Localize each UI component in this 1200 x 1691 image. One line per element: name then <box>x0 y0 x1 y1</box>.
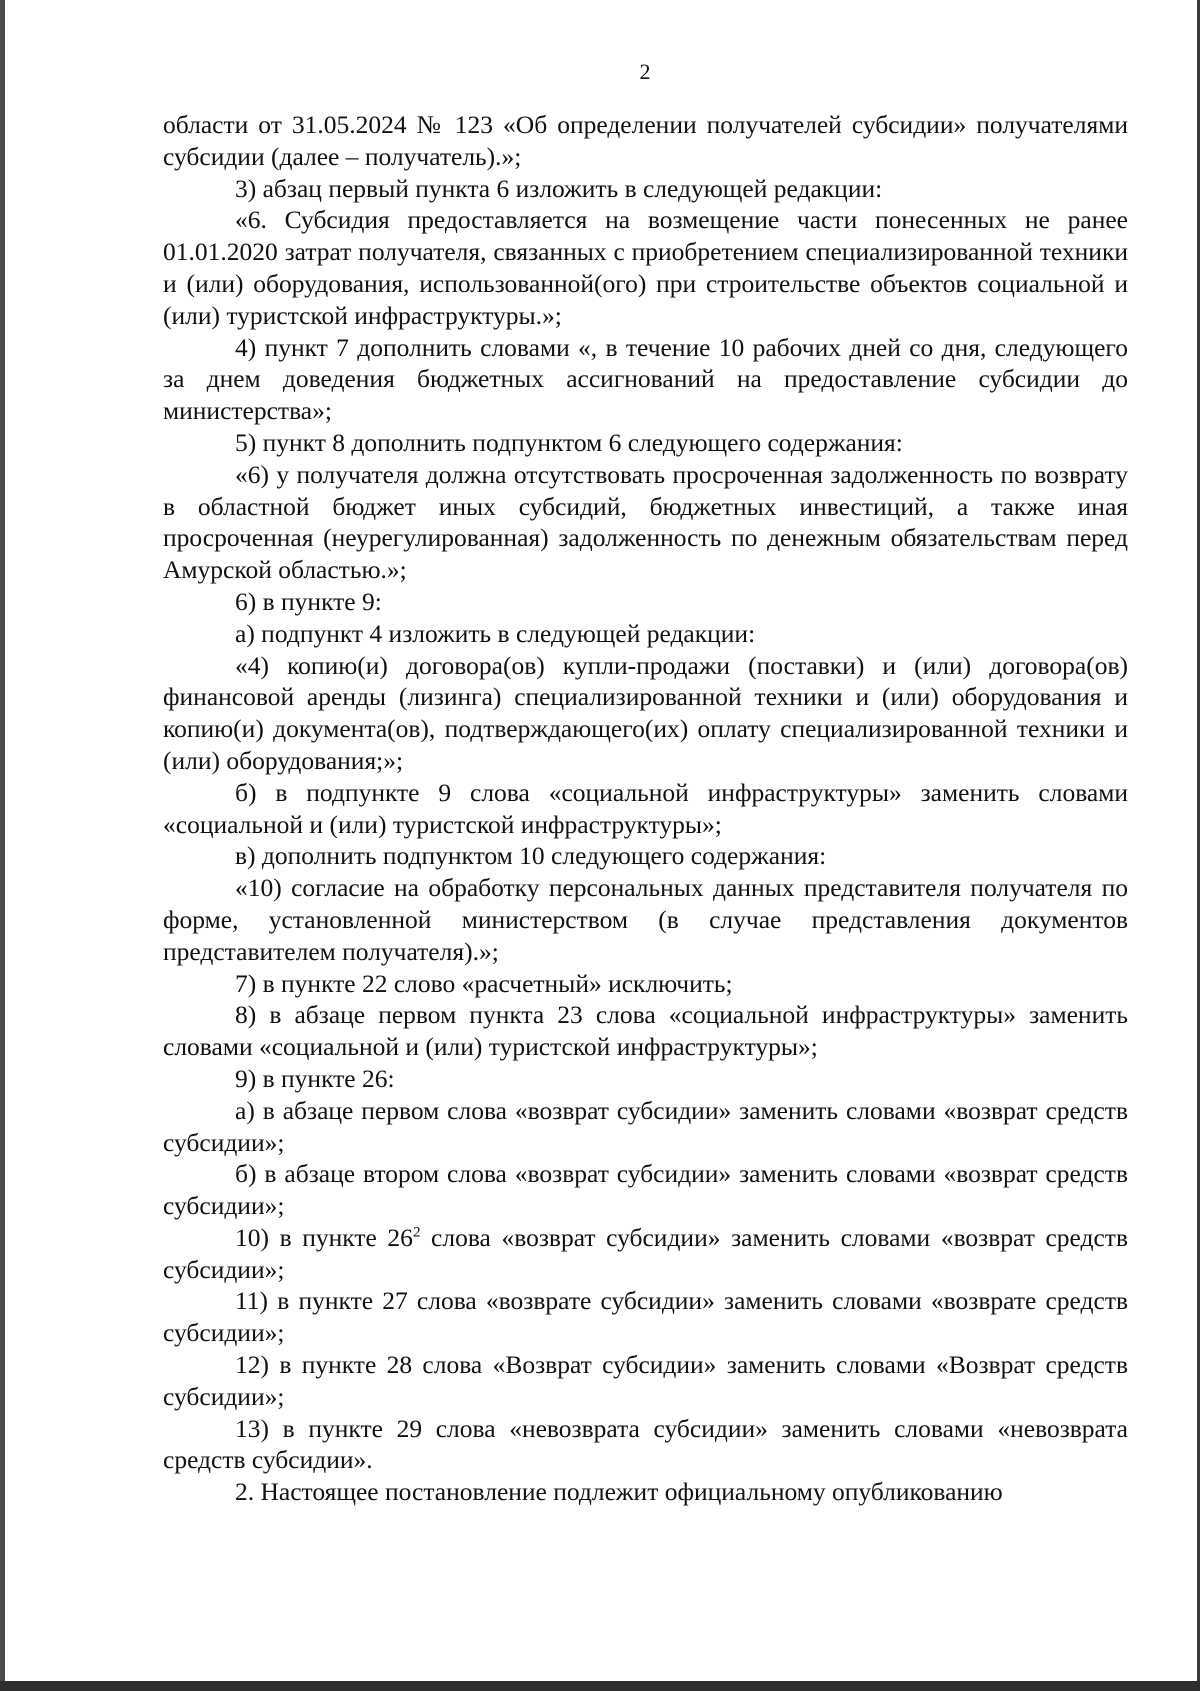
paragraph: 13) в пункте 29 слова «невозврата субсидии» заменить словами «невозврата средств субсидии». <box>163 1413 1128 1475</box>
paragraph: а) в абзаце первом слова «возврат субсидии» заменить словами «возврат средств субсидии»; <box>163 1095 1128 1157</box>
paragraph: 5) пункт 8 дополнить подпунктом 6 следующего содержания: <box>235 427 903 457</box>
page-number: 2 <box>639 59 651 84</box>
paragraph: а) подпункт 4 изложить в следующей редакции: <box>235 618 756 648</box>
paragraph <box>163 1222 1128 1286</box>
paragraph: «6) у получателя должна отсутствовать просроченная задолженность по возврату в областной бюджет иных субсидий, бюджетных инвестиций, а также иная просроченная (неурегулированная) задолженность по денежным обязательствам перед Амурской областью.»; <box>163 459 1128 585</box>
paragraph: «6. Субсидия предоставляется на возмещение части понесенных не ранее 01.01.2020 затрат получателя, связанных с приобретением специализированной техники и (или) оборудования, использованной(ого) при строительстве объектов социальной и (или) туристской инфраструктуры.»; <box>163 205 1128 330</box>
paragraph: 12) в пункте 28 слова «Возврат субсидии» заменить словами «Возврат средств субсидии»; <box>163 1350 1128 1411</box>
paragraph: 8) в абзаце первом пункта 23 слова «социальной инфраструктуры» заменить словами «социальной и (или) туристской инфраструктуры»; <box>163 1000 1128 1062</box>
paragraph: б) в абзаце втором слова «возврат субсидии» заменить словами «возврат средств субсидии»; <box>163 1159 1128 1221</box>
document-body <box>163 109 1128 1508</box>
scan-edge-bottom <box>0 1681 1200 1691</box>
scan-edge-left <box>0 0 5 1691</box>
paragraph: б) в подпункте 9 слова «социальной инфраструктуры» заменить словами «социальной и (или) туристской инфраструктуры»; <box>163 777 1128 839</box>
paragraph-text-before: 10) в пункте 26 <box>235 1222 413 1252</box>
paragraph: 6) в пункте 9: <box>235 586 382 616</box>
paragraph: «4) копию(и) договора(ов) купли-продажи (поставки) и (или) договора(ов) финансовой аренды (лизинга) специализированной техники и (или) оборудования и копию(и) документа(ов), подтверждающего(их) оплату специализированной техники и (или) оборудования;»; <box>163 650 1128 775</box>
paragraph: 4) пункт 7 дополнить словами «, в течение 10 рабочих дней со дня, следующего за днем доведения бюджетных ассигнований на предоставление субсидии до министерства»; <box>163 332 1128 426</box>
paragraph: 9) в пункте 26: <box>235 1063 395 1093</box>
paragraph-text-after: слова «возврат субсидии» заменить словами «возврат средств субсидии»; <box>163 1222 1128 1284</box>
paragraph: 11) в пункте 27 слова «возврате субсидии» заменить словами «возврате средств субсидии»; <box>163 1286 1128 1348</box>
paragraph: 7) в пункте 22 слово «расчетный» исключить; <box>235 968 733 998</box>
paragraph: 3) абзац первый пункта 6 изложить в следующей редакции: <box>235 173 883 203</box>
superscript: 2 <box>412 1224 421 1241</box>
paragraph: 2. Настоящее постановление подлежит официальному опубликованию <box>235 1477 1003 1507</box>
paragraph: области от 31.05.2024 № 123 «Об определении получателей субсидии» получателями субсидии (далее – получатель).»; <box>163 110 1128 171</box>
paragraph: «10) согласие на обработку персональных данных представителя получателя по форме, установленной министерством (в случае представления документов представителем получателя).»; <box>163 873 1128 966</box>
paragraph: в) дополнить подпунктом 10 следующего содержания: <box>235 841 827 871</box>
